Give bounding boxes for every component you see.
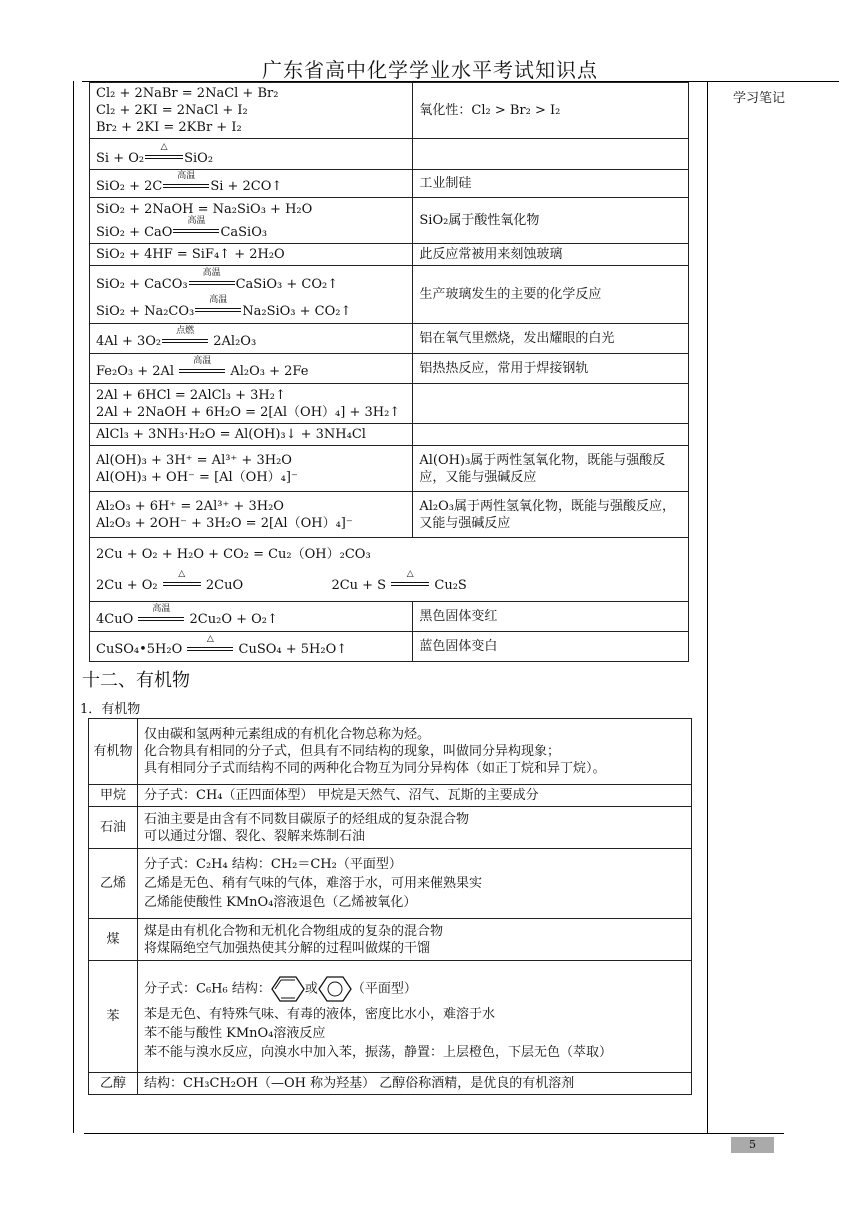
equation: Al₂O₃ + 6H⁺ = 2Al³⁺ + 3H₂O xyxy=(96,498,284,514)
reaction-cell xyxy=(90,602,413,632)
equation: Cl₂ + 2NaBr = 2NaCl + Br₂ xyxy=(96,86,279,101)
reaction-cell xyxy=(90,354,413,384)
condition-sign xyxy=(187,633,233,653)
note-cell xyxy=(413,424,689,446)
row-label: 苯 xyxy=(89,961,138,1073)
note-cell: Al₂O₃属于两性氢氧化物，既能与强酸反应，又能与强碱反应 xyxy=(413,492,689,538)
condition-sign xyxy=(195,295,241,314)
note-cell: SiO₂属于酸性氧化物 xyxy=(413,198,689,244)
equation: SiO₂ + 2C xyxy=(96,179,163,194)
notes-label: 学习笔记 xyxy=(733,91,786,106)
condition-sign xyxy=(179,355,225,375)
reaction-cell xyxy=(90,83,413,139)
equation: SiO₂ + CaCO₃ xyxy=(96,276,188,292)
equation: 2Cu + O₂ + H₂O + CO₂ = Cu₂（OH）₂CO₃ xyxy=(96,546,371,562)
text-line: 仅由碳和氢两种元素组成的有机化合物总称为烃。 xyxy=(144,727,431,742)
reaction-cell xyxy=(90,324,413,354)
note-cell: 氧化性：Cl₂ > Br₂ > I₂ xyxy=(413,83,689,139)
condition-sign xyxy=(138,603,184,623)
equation: Al(OH)₃ + OH⁻ = [Al（OH）₄]⁻ xyxy=(96,469,298,485)
row-label: 甲烷 xyxy=(89,785,138,807)
reaction-cell xyxy=(90,266,413,324)
equation: CaSiO₃ xyxy=(220,224,268,240)
footer-divider xyxy=(84,1133,784,1134)
condition-label: 高温 xyxy=(209,295,228,305)
equation: 2Cu₂O + O₂↑ xyxy=(189,612,278,627)
reaction-cell xyxy=(90,446,413,492)
text-line: 化合物具有相同的分子式，但具有不同结构的现象，叫做同分异构现象； xyxy=(144,744,561,759)
condition-sign xyxy=(173,216,219,235)
reaction-cell xyxy=(90,538,689,602)
row-label: 乙烯 xyxy=(89,849,138,919)
text-line: （平面型） xyxy=(351,981,417,996)
condition-label: 高温 xyxy=(187,216,206,226)
text-line: 乙烯是无色、稍有气味的气体，难溶于水，可用来催熟果实 xyxy=(144,876,483,891)
reaction-cell xyxy=(90,139,413,170)
condition-sign xyxy=(391,569,429,588)
reaction-cell: AlCl₃ + 3NH₃·H₂O = Al(OH)₃↓ + 3NH₄Cl xyxy=(90,424,413,446)
text-line: 分子式：C₆H₆ 结构： xyxy=(144,981,271,996)
text-line: 苯是无色、有特殊气味、有毒的液体，密度比水小，难溶于水 xyxy=(144,1006,496,1022)
note-cell: 铝在氧气里燃烧，发出耀眼的白光 xyxy=(413,324,689,354)
equation: 4Al + 3O₂ xyxy=(96,334,162,349)
text-line: 将煤隔绝空气加强热使其分解的过程叫做煤的干馏 xyxy=(144,940,431,956)
row-label: 乙醇 xyxy=(89,1073,138,1095)
text-line: 石油主要是由含有不同数目碳原子的烃组成的复杂混合物 xyxy=(144,811,470,827)
note-cell: 铝热热反应，常用于焊接钢轨 xyxy=(413,354,689,384)
row-label: 煤 xyxy=(89,919,138,961)
row-body xyxy=(138,719,692,785)
subsection-heading: 1．有机物 xyxy=(80,702,141,717)
equation: SiO₂ xyxy=(184,150,214,166)
reaction-cell xyxy=(90,198,413,244)
condition-label: △ xyxy=(406,569,414,579)
text-line: 具有相同分子式而结构不同的两种化合物互为同分异构体（如正丁烷和异丁烷）。 xyxy=(144,761,606,776)
equation: Br₂ + 2KI = 2KBr + I₂ xyxy=(96,120,242,135)
row-label: 石油 xyxy=(89,807,138,849)
left-margin-line xyxy=(73,81,74,1133)
condition-sign xyxy=(163,569,201,588)
equation: CuSO₄•5H₂O xyxy=(96,642,183,657)
equation: 2CuO xyxy=(205,577,244,593)
condition-label: 高温 xyxy=(177,170,196,181)
text-line: 苯不能与溴水反应，向溴水中加入苯，振荡，静置：上层橙色，下层无色（萃取） xyxy=(144,1044,613,1060)
row-body: 结构：CH₃CH₂OH（—OH 称为羟基） 乙醇俗称酒精，是优良的有机溶剂 xyxy=(138,1073,692,1095)
note-cell: 工业制硅 xyxy=(413,170,689,198)
text-line: 可以通过分馏、裂化、裂解来炼制石油 xyxy=(144,828,366,844)
row-body xyxy=(138,961,692,1073)
note-cell xyxy=(413,139,689,170)
text-line: 苯不能与酸性 KMnO₄溶液反应 xyxy=(144,1025,326,1041)
text-line: 分子式：C₂H₄ 结构：CH₂＝CH₂（平面型） xyxy=(144,857,402,872)
note-cell: 黑色固体变红 xyxy=(413,602,689,632)
note-cell: 此反应常被用来刻蚀玻璃 xyxy=(413,244,689,266)
equation: Cl₂ + 2KI = 2NaCl + I₂ xyxy=(96,103,248,118)
reaction-table xyxy=(89,82,689,662)
equation: SiO₂ + Na₂CO₃ xyxy=(96,303,195,319)
equation: SiO₂ + CaO xyxy=(96,224,173,240)
condition-label: 高温 xyxy=(152,603,171,614)
page-title: 广东省高中化学学业水平考试知识点 xyxy=(262,58,598,82)
reaction-cell xyxy=(90,492,413,538)
equation: Cu₂S xyxy=(434,577,467,593)
equation: CuSO₄ + 5H₂O↑ xyxy=(238,642,348,657)
condition-label: 点燃 xyxy=(176,325,195,336)
equation: 4CuO xyxy=(96,612,134,627)
equation: Na₂SiO₃ + CO₂↑ xyxy=(242,303,352,319)
condition-label: △ xyxy=(206,633,214,644)
condition-label: 高温 xyxy=(193,355,212,366)
organic-table xyxy=(88,718,692,1095)
condition-sign xyxy=(189,268,235,287)
row-label: 有机物 xyxy=(89,719,138,785)
row-body: 分子式：CH₄（正四面体型） 甲烷是天然气、沼气、瓦斯的主要成分 xyxy=(138,785,692,807)
equation: Fe₂O₃ + 2Al xyxy=(96,364,175,379)
reaction-cell xyxy=(90,384,413,424)
equation: Si + O₂ xyxy=(96,150,145,166)
row-body xyxy=(138,919,692,961)
notes-column-line xyxy=(707,81,708,1133)
condition-label: △ xyxy=(160,142,168,152)
row-body xyxy=(138,807,692,849)
equation: CaSiO₃ + CO₂↑ xyxy=(235,276,339,292)
text-line: 或 xyxy=(304,981,318,996)
equation: 2Al₂O₃ xyxy=(213,334,257,349)
section-heading: 十二、有机物 xyxy=(82,670,190,691)
benzene-ring-icon xyxy=(318,975,352,1003)
note-cell: 蓝色固体变白 xyxy=(413,632,689,662)
condition-sign xyxy=(162,325,208,345)
equation: 2Cu + S xyxy=(331,577,387,593)
text-line: 乙烯能使酸性 KMnO₄溶液退色（乙烯被氧化） xyxy=(144,895,417,910)
note-cell: 生产玻璃发生的主要的化学反应 xyxy=(413,266,689,324)
condition-sign xyxy=(145,142,183,161)
equation: 2Al + 2NaOH + 6H₂O = 2[Al（OH）₄] + 3H₂↑ xyxy=(96,404,401,420)
row-body xyxy=(138,849,692,919)
benzene-kekule-icon xyxy=(271,975,305,1003)
reaction-cell xyxy=(90,632,413,662)
equation: Al(OH)₃ + 3H⁺ = Al³⁺ + 3H₂O xyxy=(96,452,292,468)
equation: SiO₂ + 2NaOH = Na₂SiO₃ + H₂O xyxy=(96,201,313,217)
equation: Si + 2CO↑ xyxy=(210,179,283,194)
note-cell xyxy=(413,384,689,424)
condition-label: △ xyxy=(178,569,186,579)
note-cell: Al(OH)₃属于两性氢氧化物，既能与强酸反应，又能与强碱反应 xyxy=(413,446,689,492)
reaction-cell: SiO₂ + 4HF = SiF₄↑ + 2H₂O xyxy=(90,244,413,266)
condition-label: 高温 xyxy=(202,268,221,278)
equation: Al₂O₃ + 2Fe xyxy=(230,364,309,379)
text-line: 煤是由有机化合物和无机化合物组成的复杂的混合物 xyxy=(144,923,444,939)
equation: 2Al + 6HCl = 2AlCl₃ + 3H₂↑ xyxy=(96,387,286,403)
equation: Al₂O₃ + 2OH⁻ + 3H₂O = 2[Al（OH）₄]⁻ xyxy=(96,515,353,531)
reaction-cell xyxy=(90,170,413,198)
equation: 2Cu + O₂ xyxy=(96,577,158,593)
page-number: 5 xyxy=(731,1137,774,1153)
condition-sign xyxy=(163,170,209,190)
